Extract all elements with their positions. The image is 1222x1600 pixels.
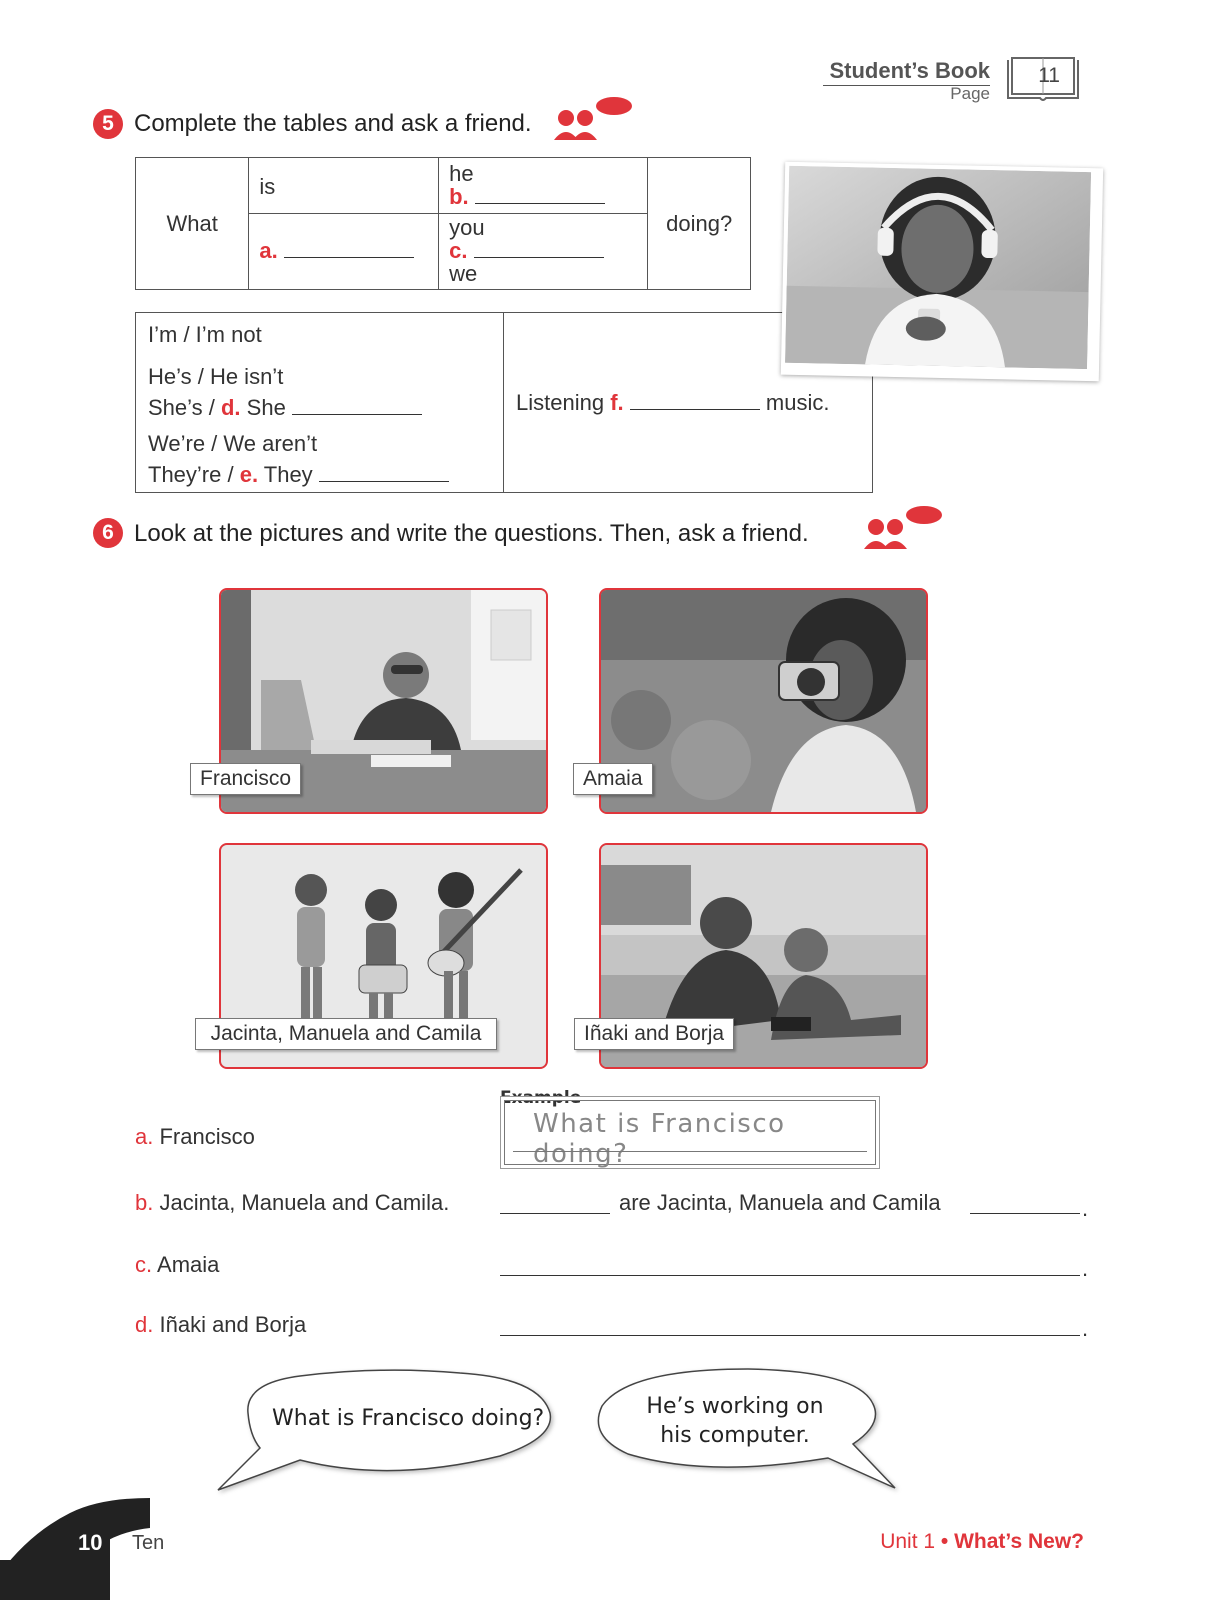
answer-c-line[interactable] bbox=[500, 1274, 1080, 1276]
label-francisco: Francisco bbox=[190, 763, 301, 795]
line-were: We’re / We aren’t bbox=[148, 431, 318, 456]
exercise-6-title: Look at the pictures and write the questions. Then, ask a friend. bbox=[134, 520, 809, 547]
cell-he-b bbox=[439, 158, 648, 214]
letter-b: b. bbox=[135, 1190, 154, 1215]
cell-a bbox=[249, 214, 439, 290]
letter-b: b. bbox=[449, 184, 469, 209]
period: . bbox=[1082, 1256, 1089, 1281]
word-you: you bbox=[449, 215, 485, 240]
pair-talk-icon bbox=[552, 96, 634, 144]
word-we: we bbox=[449, 261, 478, 286]
girl-headphones-image bbox=[785, 166, 1091, 369]
blank-a[interactable] bbox=[284, 257, 414, 258]
cell-doing: doing? bbox=[648, 158, 751, 290]
cell-you-c-we bbox=[439, 214, 648, 290]
answer-d-line[interactable] bbox=[500, 1334, 1080, 1336]
period: . bbox=[1082, 1196, 1089, 1221]
cell-listening: Listening f. music. bbox=[504, 313, 873, 493]
letter-a: a. bbox=[135, 1124, 154, 1149]
example-box bbox=[504, 1100, 876, 1169]
page-label: Page bbox=[950, 84, 990, 103]
letter-c: c. bbox=[135, 1252, 153, 1277]
blank-c[interactable] bbox=[474, 257, 604, 258]
blank-e[interactable] bbox=[319, 481, 449, 482]
cell-is: is bbox=[249, 158, 439, 214]
example-rule bbox=[578, 1098, 876, 1099]
label-inaki-borja: Iñaki and Borja bbox=[574, 1018, 734, 1050]
example-text: What is Francisco doing? bbox=[533, 1109, 786, 1169]
question-table bbox=[135, 157, 751, 290]
example-label: Example bbox=[500, 1088, 582, 1108]
period: . bbox=[1082, 1316, 1089, 1341]
line-hes: He’s / He isn’t bbox=[148, 364, 284, 389]
exercise-5-number: 5 bbox=[93, 109, 123, 139]
page-word: Ten bbox=[132, 1532, 165, 1554]
letter-f: f. bbox=[610, 389, 624, 415]
blank-d[interactable] bbox=[292, 414, 422, 415]
label-amaia: Amaia bbox=[573, 763, 653, 795]
letter-c: c. bbox=[449, 238, 468, 263]
page-ref-number: 11 bbox=[1038, 64, 1060, 87]
book-title: Student’s Book bbox=[823, 58, 990, 86]
exercise-6-number: 6 bbox=[93, 518, 123, 548]
letter-d: d. bbox=[135, 1312, 154, 1337]
line-theyre: They’re / e. They bbox=[148, 459, 502, 490]
word-he: he bbox=[449, 161, 474, 186]
answer-table bbox=[135, 312, 873, 493]
cell-pronouns bbox=[136, 313, 504, 493]
row-c: c. Amaia bbox=[135, 1252, 220, 1277]
photo-girl-headphones bbox=[781, 162, 1103, 382]
line-im: I’m / I’m not bbox=[148, 322, 262, 347]
line-shes: She’s / d. She bbox=[148, 392, 502, 423]
cell-what: What bbox=[136, 158, 249, 290]
blank-b[interactable] bbox=[475, 203, 605, 204]
letter-a: a. bbox=[259, 238, 278, 263]
example-line bbox=[513, 1151, 867, 1152]
row-b: b. Jacinta, Manuela and Camila. bbox=[135, 1190, 450, 1215]
bubble-left-text: What is Francisco doing? bbox=[272, 1406, 545, 1431]
pair-talk-icon bbox=[862, 505, 944, 553]
speech-bubble-left bbox=[200, 1368, 570, 1498]
letter-e: e. bbox=[239, 462, 259, 487]
book-reference bbox=[802, 56, 1082, 106]
word-music: music. bbox=[765, 389, 830, 415]
page-number: 10 bbox=[78, 1530, 103, 1555]
answer-b-line-1[interactable] bbox=[500, 1212, 610, 1214]
unit-title: Unit 1 • What’s New? bbox=[880, 1530, 1084, 1553]
answer-b-line-2[interactable] bbox=[970, 1212, 1080, 1214]
row-d: d. Iñaki and Borja bbox=[135, 1312, 307, 1337]
blank-f[interactable] bbox=[630, 409, 760, 410]
letter-d: d. bbox=[220, 395, 241, 420]
row-b-middle: are Jacinta, Manuela and Camila bbox=[619, 1190, 941, 1215]
row-a: a. Francisco bbox=[135, 1124, 255, 1149]
label-jacinta-manuela-camila: Jacinta, Manuela and Camila bbox=[195, 1018, 497, 1050]
page-corner-shape bbox=[0, 1488, 150, 1600]
exercise-5-title: Complete the tables and ask a friend. bbox=[134, 110, 532, 137]
bubble-right-text: He’s working on his computer. bbox=[646, 1394, 824, 1448]
